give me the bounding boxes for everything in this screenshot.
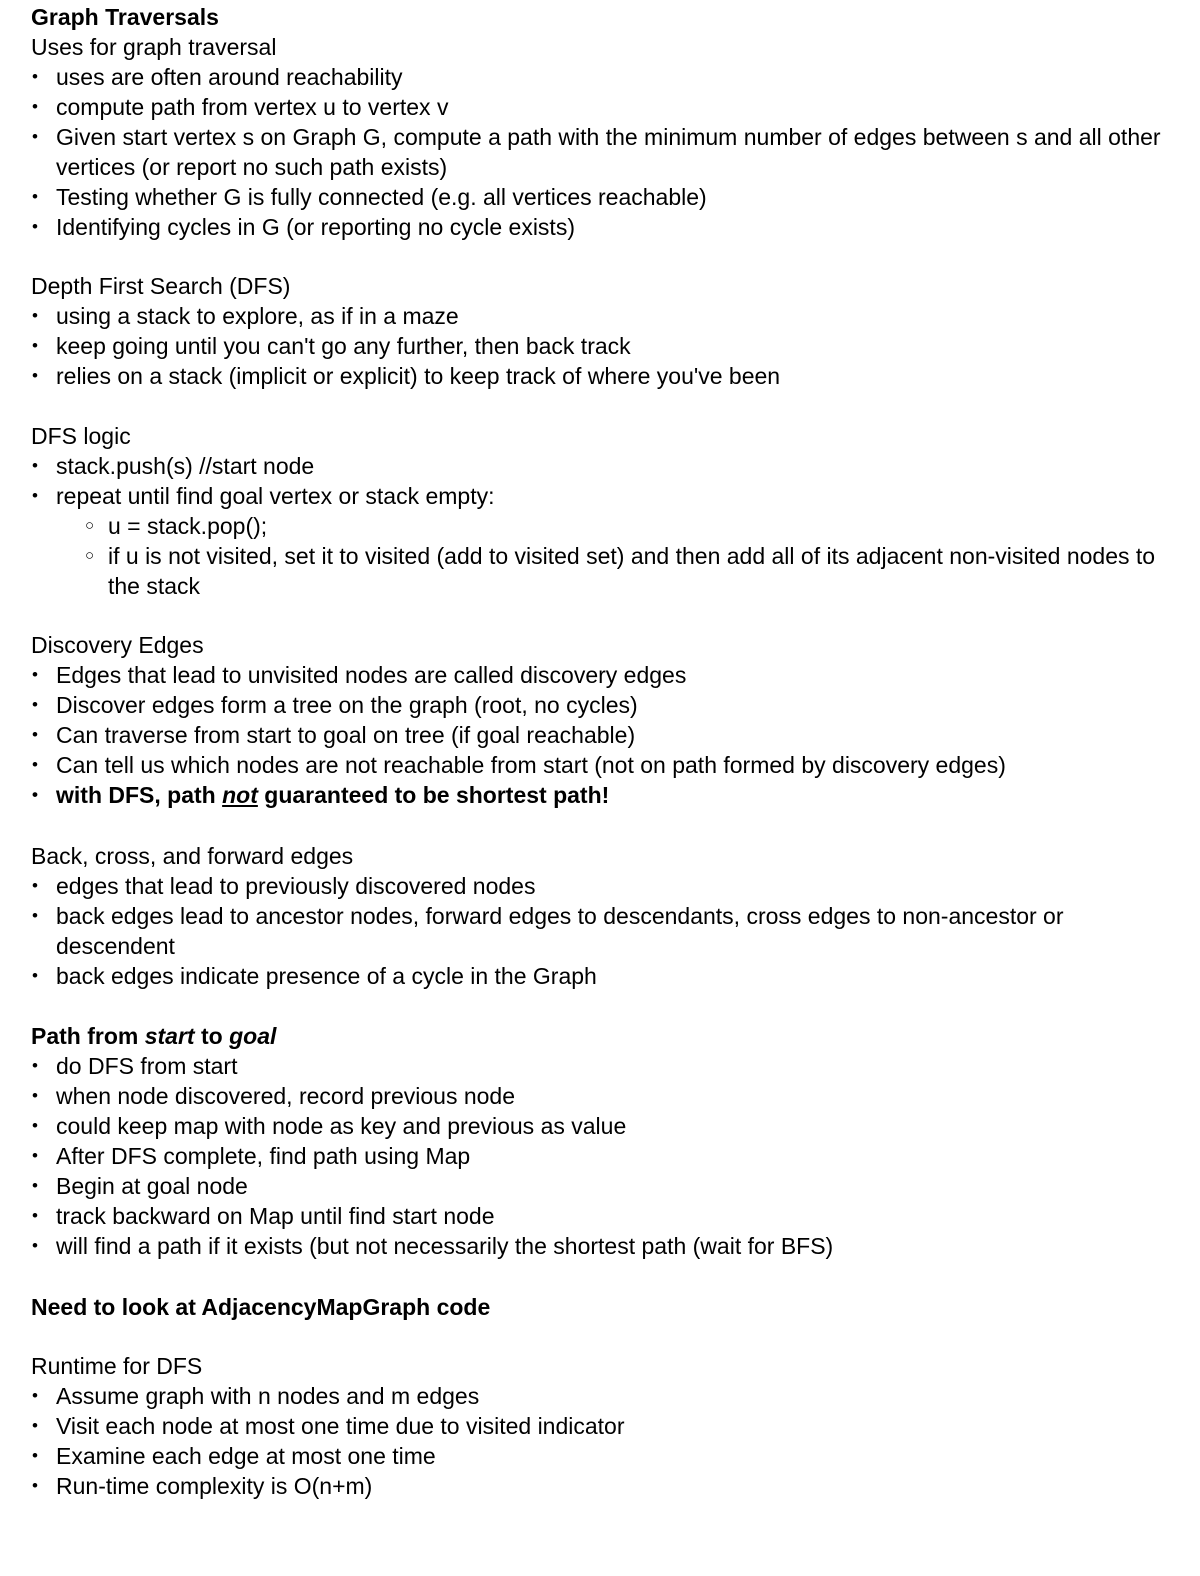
list-item: • will find a path if it exists (but not necessarily the shortest path (wait for BFS)	[31, 1231, 1181, 1261]
list-item: • repeat until find goal vertex or stack empty:	[31, 481, 1181, 511]
section-dfs	[31, 271, 1181, 391]
path-heading	[31, 1021, 1181, 1051]
list-item: • Run-time complexity is O(n+m)	[31, 1471, 1181, 1501]
emphasis-after: guaranteed to be shortest path!	[257, 782, 610, 808]
list-item: • Assume graph with n nodes and m edges	[31, 1381, 1181, 1411]
list-item: • do DFS from start	[31, 1051, 1181, 1081]
section-runtime	[31, 1351, 1181, 1501]
dfs-logic-heading: DFS logic	[31, 423, 131, 449]
list-item: • Begin at goal node	[31, 1171, 1181, 1201]
list-item: • could keep map with node as key and previous as value	[31, 1111, 1181, 1141]
path-heading-part: Path from	[31, 1023, 145, 1049]
list-item: • using a stack to explore, as if in a maze	[31, 301, 1181, 331]
list-item: • Discover edges form a tree on the graph (root, no cycles)	[31, 690, 1181, 720]
list-item: • keep going until you can't go any further, then back track	[31, 331, 1181, 361]
sub-list-item: ○ u = stack.pop();	[31, 511, 1181, 541]
code-note: Need to look at AdjacencyMapGraph code	[31, 1294, 491, 1320]
list-item: • track backward on Map until find start node	[31, 1201, 1181, 1231]
list-item: • Given start vertex s on Graph G, compute a path with the minimum number of edges between s and all other vertices (or report no such path exists)	[31, 122, 1166, 182]
list-item: • relies on a stack (implicit or explicit) to keep track of where you've been	[31, 361, 1181, 391]
list-item: • edges that lead to previously discovered nodes	[31, 871, 1181, 901]
list-item: • Testing whether G is fully connected (e.g. all vertices reachable)	[31, 182, 1181, 212]
discovery-heading: Discovery Edges	[31, 632, 204, 658]
list-item: • Examine each edge at most one time	[31, 1441, 1181, 1471]
page-title: Graph Traversals	[31, 4, 219, 30]
section-back-cross-forward	[31, 841, 1181, 991]
list-item: • back edges lead to ancestor nodes, forward edges to descendants, cross edges to non-ancestor or descendent	[31, 901, 1166, 961]
list-item: • uses are often around reachability	[31, 62, 1181, 92]
section-path	[31, 1021, 1181, 1261]
list-item: • Visit each node at most one time due to visited indicator	[31, 1411, 1181, 1441]
list-item: • stack.push(s) //start node	[31, 451, 1181, 481]
section-uses	[31, 2, 1181, 242]
list-item: • compute path from vertex u to vertex v	[31, 92, 1181, 122]
list-item: • After DFS complete, find path using Map	[31, 1141, 1181, 1171]
list-item: • Identifying cycles in G (or reporting no cycle exists)	[31, 212, 1181, 242]
section-dfs-logic	[31, 421, 1181, 601]
path-heading-goal: goal	[229, 1023, 277, 1049]
emphasis-before: with DFS, path	[56, 782, 223, 808]
path-heading-part: to	[194, 1023, 230, 1049]
uses-heading: Uses for graph traversal	[31, 34, 277, 60]
list-item: • back edges indicate presence of a cycle in the Graph	[31, 961, 1181, 991]
emphasis-word: not	[222, 782, 258, 808]
section-code-note	[31, 1292, 1181, 1322]
list-item: • when node discovered, record previous node	[31, 1081, 1181, 1111]
bcf-heading: Back, cross, and forward edges	[31, 843, 354, 869]
list-item-emphasis	[31, 780, 1181, 810]
list-item: • Can tell us which nodes are not reachable from start (not on path formed by discovery edges)	[31, 750, 1181, 780]
section-discovery-edges	[31, 630, 1181, 810]
dfs-heading: Depth First Search (DFS)	[31, 273, 291, 299]
list-item: • Edges that lead to unvisited nodes are called discovery edges	[31, 660, 1181, 690]
sub-list-item: ○ if u is not visited, set it to visited (add to visited set) and then add all of its adjacent non-visited nodes to the stack	[31, 541, 1168, 601]
list-item: • Can traverse from start to goal on tree (if goal reachable)	[31, 720, 1181, 750]
runtime-heading: Runtime for DFS	[31, 1353, 203, 1379]
path-heading-start: start	[144, 1023, 195, 1049]
